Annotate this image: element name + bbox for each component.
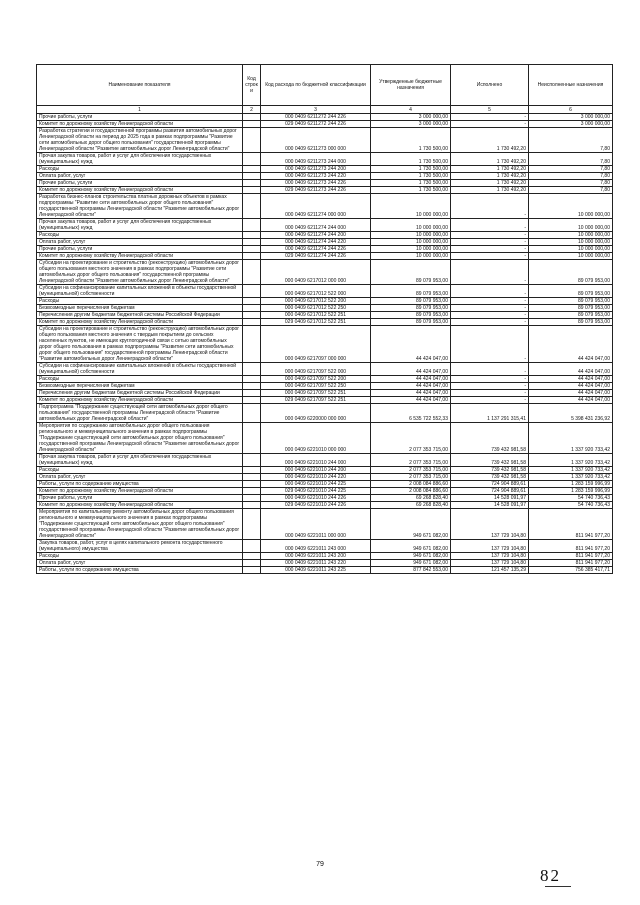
row-code-cell [243,219,261,232]
budget-code-cell: 000 0409 6217097 522 251 [261,390,371,397]
row-code-cell [243,246,261,253]
row-name-cell: Субсидии на проектирование и строительство (реконструкцию) автомобильных дорог общего пользования местного значения с твердым покрытием до сельских населенных пунктов, не имеющих круглогодичной связи с сетью автомобильных дорог общего пользования в рамках подпрограммы "Развитие сети автомобильных дорог общего пользования" государственной программы Ленинградской области "Развитие автомобильных дорог Ленинградской области" [37,326,243,363]
budget-code-cell: 000 0409 6217012 522 200 [261,298,371,305]
approved-amount-cell: 10 000 000,00 [371,253,451,260]
budget-code-cell: 029 0409 6211272 244 226 [261,121,371,128]
budget-code-cell: 000 0409 6221010 244 226 [261,495,371,502]
approved-amount-cell: 949 671 082,00 [371,540,451,553]
row-code-cell [243,567,261,574]
row-code-cell [243,153,261,166]
table-row [37,232,613,239]
row-code-cell [243,298,261,305]
row-name-cell: Субсидии на проектирование и строительство (реконструкцию) автомобильных дорог общего пользования местного значения в рамках подпрограммы "Развитие сети автомобильных дорог общего пользования" государственной программы Ленинградской области "Развитие автомобильных дорог Ленинградской области" [37,260,243,285]
row-name-cell: Прочие работы, услуги [37,495,243,502]
row-name-cell: Прочая закупка товаров, работ и услуг для обеспечения государственных (муниципальных) нужд [37,219,243,232]
approved-amount-cell: 2 077 353 715,00 [371,467,451,474]
approved-amount-cell: 10 000 000,00 [371,246,451,253]
header-budget-code: Код расхода по бюджетной классификации [261,65,371,106]
row-name-cell: Мероприятия по содержанию автомобильных дорог общего пользования регионального и межмуниципального значения в рамках подпрограммы "Поддержание существующей сети автомобильных дорог общего пользования" государственной программы Ленинградской области "Развитие автомобильных дорог Ленинградской области" [37,423,243,454]
budget-code-cell: 000 0409 6211274 244 200 [261,232,371,239]
row-name-cell: Подпрограмма "Поддержание существующей сети автомобильных дорог общего пользования" государственной программы Ленинградской области "Развитие автомобильных дорог Ленинградской области" [37,404,243,423]
unexecuted-amount-cell: 811 941 977,20 [529,509,613,540]
report-sheet [36,64,612,574]
header-name: Наименование показателя [37,65,243,106]
table-row [37,454,613,467]
unexecuted-amount-cell: 89 079 953,00 [529,298,613,305]
budget-code-cell: 000 0409 6221011 243 220 [261,560,371,567]
unexecuted-amount-cell: 89 079 953,00 [529,319,613,326]
executed-amount-cell: 724 904 889,61 [451,481,529,488]
row-name-cell: Комитет по дорожному хозяйству Ленинградской области [37,488,243,495]
unexecuted-amount-cell: 1 337 920 733,42 [529,467,613,474]
budget-code-cell: 000 0409 6217012 522 250 [261,305,371,312]
budget-code-cell: 000 0409 6217097 522 200 [261,376,371,383]
executed-amount-cell: 739 432 981,58 [451,467,529,474]
table-row [37,239,613,246]
unexecuted-amount-cell: 5 398 431 236,92 [529,404,613,423]
executed-amount-cell: 1 730 492,20 [451,128,529,153]
approved-amount-cell: 949 671 082,00 [371,509,451,540]
row-name-cell: Закупка товаров, работ, услуг в целях капитального ремонта государственного (муниципального) имущества [37,540,243,553]
row-name-cell: Мероприятия по капитальному ремонту автомобильных дорог общего пользования регионального и межмуниципального значения в рамках подпрограммы "Поддержание существующей сети автомобильных дорог общего пользования" государственной программы Ленинградской области "Развитие автомобильных дорог Ленинградской области" [37,509,243,540]
table-row [37,153,613,166]
executed-amount-cell: 1 730 492,20 [451,166,529,173]
row-code-cell [243,495,261,502]
executed-amount-cell: - [451,319,529,326]
row-code-cell [243,553,261,560]
row-code-cell [243,305,261,312]
approved-amount-cell: 6 535 722 552,33 [371,404,451,423]
header-executed: Исполнено [451,65,529,106]
executed-amount-cell: - [451,260,529,285]
approved-amount-cell: 2 077 353 715,00 [371,423,451,454]
budget-code-cell: 000 0409 6221010 244 000 [261,454,371,467]
table-row [37,488,613,495]
table-row [37,390,613,397]
executed-amount-cell: 739 432 981,58 [451,474,529,481]
column-number: 4 [371,106,451,114]
executed-amount-cell: 137 729 104,80 [451,540,529,553]
table-row [37,173,613,180]
executed-amount-cell: 1 137 291 315,41 [451,404,529,423]
budget-code-cell: 000 0409 6221011 243 200 [261,553,371,560]
executed-amount-cell: - [451,305,529,312]
row-code-cell [243,319,261,326]
row-name-cell: Расходы [37,166,243,173]
unexecuted-amount-cell: 1 337 920 733,42 [529,423,613,454]
approved-amount-cell: 44 424 047,00 [371,383,451,390]
table-row [37,376,613,383]
row-name-cell: Расходы [37,553,243,560]
executed-amount-cell: 1 730 492,20 [451,187,529,194]
unexecuted-amount-cell: 1 337 920 733,42 [529,454,613,467]
executed-amount-cell: - [451,253,529,260]
row-code-cell [243,326,261,363]
approved-amount-cell: 89 079 953,00 [371,298,451,305]
unexecuted-amount-cell: 89 079 953,00 [529,305,613,312]
executed-amount-cell: 1 730 492,20 [451,180,529,187]
table-row [37,219,613,232]
row-code-cell [243,488,261,495]
budget-code-cell: 000 0409 6217097 522 250 [261,383,371,390]
approved-amount-cell: 877 842 553,00 [371,567,451,574]
executed-amount-cell: 137 729 104,80 [451,560,529,567]
row-code-cell [243,312,261,319]
budget-code-cell: 000 0409 6221011 000 000 [261,509,371,540]
approved-amount-cell: 10 000 000,00 [371,239,451,246]
budget-code-cell: 000 0409 6211274 244 226 [261,246,371,253]
approved-amount-cell: 10 000 000,00 [371,232,451,239]
page-number: 79 [316,861,324,868]
table-header-row [37,65,613,106]
row-name-cell: Прочая закупка товаров, работ и услуг для обеспечения государственных (муниципальных) нужд [37,153,243,166]
unexecuted-amount-cell: 756 385 417,71 [529,567,613,574]
approved-amount-cell: 1 730 500,00 [371,166,451,173]
budget-code-cell: 000 0409 6211273 244 200 [261,166,371,173]
executed-amount-cell: - [451,194,529,219]
unexecuted-amount-cell: 7,80 [529,166,613,173]
approved-amount-cell: 2 077 353 715,00 [371,454,451,467]
executed-amount-cell: 137 729 104,80 [451,553,529,560]
approved-amount-cell: 1 730 500,00 [371,180,451,187]
table-row [37,540,613,553]
budget-code-cell: 029 0409 6211273 244 226 [261,187,371,194]
row-name-cell: Оплата работ, услуг [37,239,243,246]
row-name-cell: Перечисления другим бюджетам бюджетной системы Российской Федерации [37,312,243,319]
unexecuted-amount-cell: 3 000 000,00 [529,114,613,121]
table-row [37,553,613,560]
header-row-code: Код строк и [243,65,261,106]
unexecuted-amount-cell: 44 424 047,00 [529,383,613,390]
row-code-cell [243,121,261,128]
budget-code-cell: 000 0409 6221011 243 000 [261,540,371,553]
table-row [37,246,613,253]
approved-amount-cell: 10 000 000,00 [371,219,451,232]
unexecuted-amount-cell: 1 283 159 996,99 [529,488,613,495]
row-code-cell [243,173,261,180]
approved-amount-cell: 89 079 953,00 [371,285,451,298]
row-code-cell [243,187,261,194]
approved-amount-cell: 69 268 828,40 [371,495,451,502]
row-code-cell [243,239,261,246]
row-name-cell: Оплата работ, услуг [37,173,243,180]
row-name-cell: Безвозмездные перечисления бюджетам [37,305,243,312]
column-number: 5 [451,106,529,114]
row-code-cell [243,114,261,121]
table-row [37,305,613,312]
row-name-cell: Субсидии на софинансирование капитальных вложений в объекты государственной (муниципальной) собственности [37,363,243,376]
unexecuted-amount-cell: 44 424 047,00 [529,363,613,376]
unexecuted-amount-cell: 7,80 [529,153,613,166]
row-name-cell: Прочие работы, услуги [37,246,243,253]
row-code-cell [243,474,261,481]
row-name-cell: Комитет по дорожному хозяйству Ленинградской области [37,319,243,326]
row-name-cell: Работы, услуги по содержанию имущества [37,481,243,488]
approved-amount-cell: 3 000 000,00 [371,121,451,128]
stamp-underline [545,886,571,887]
row-code-cell [243,404,261,423]
table-row [37,319,613,326]
unexecuted-amount-cell: 1 337 920 733,42 [529,474,613,481]
unexecuted-amount-cell: 7,80 [529,128,613,153]
row-name-cell: Разработка бизнес-планов строительства платных дорожных объектов в рамках подпрограммы "Развитие сети автомобильных дорог общего пользования" государственной программы Ленинградской области "Развитие автомобильных дорог Ленинградской области" [37,194,243,219]
row-code-cell [243,560,261,567]
budget-code-cell: 000 0409 6211272 244 226 [261,114,371,121]
approved-amount-cell: 1 730 500,00 [371,128,451,153]
budget-code-cell: 000 0409 6211273 000 000 [261,128,371,153]
unexecuted-amount-cell: 10 000 000,00 [529,219,613,232]
budget-code-cell: 000 0409 6211274 244 000 [261,219,371,232]
executed-amount-cell: - [451,121,529,128]
approved-amount-cell: 69 268 828,40 [371,502,451,509]
row-code-cell [243,454,261,467]
unexecuted-amount-cell: 811 941 977,20 [529,560,613,567]
unexecuted-amount-cell: 44 424 047,00 [529,397,613,404]
table-row [37,502,613,509]
approved-amount-cell: 89 079 953,00 [371,319,451,326]
approved-amount-cell: 10 000 000,00 [371,194,451,219]
unexecuted-amount-cell: 10 000 000,00 [529,253,613,260]
approved-amount-cell: 44 424 047,00 [371,390,451,397]
row-code-cell [243,502,261,509]
budget-code-cell: 000 0409 6217097 522 000 [261,363,371,376]
table-row [37,495,613,502]
row-code-cell [243,253,261,260]
table-row [37,166,613,173]
row-name-cell: Комитет по дорожному хозяйству Ленинградской области [37,397,243,404]
approved-amount-cell: 1 730 500,00 [371,173,451,180]
executed-amount-cell: 14 528 091,97 [451,495,529,502]
row-code-cell [243,260,261,285]
handwritten-page-stamp: 82 [540,866,561,885]
table-row [37,298,613,305]
row-name-cell: Расходы [37,298,243,305]
unexecuted-amount-cell: 811 941 977,20 [529,553,613,560]
executed-amount-cell: 1 730 492,20 [451,173,529,180]
row-name-cell: Безвозмездные перечисления бюджетам [37,383,243,390]
unexecuted-amount-cell: 10 000 000,00 [529,194,613,219]
unexecuted-amount-cell: 44 424 047,00 [529,390,613,397]
budget-code-cell: 000 0409 6217097 000 000 [261,326,371,363]
unexecuted-amount-cell: 3 000 000,00 [529,121,613,128]
row-code-cell [243,540,261,553]
row-code-cell [243,397,261,404]
row-code-cell [243,383,261,390]
table-row [37,312,613,319]
approved-amount-cell: 89 079 953,00 [371,312,451,319]
table-row [37,423,613,454]
executed-amount-cell: - [451,390,529,397]
executed-amount-cell: - [451,397,529,404]
row-name-cell: Комитет по дорожному хозяйству Ленинградской области [37,121,243,128]
executed-amount-cell: - [451,239,529,246]
budget-code-cell: 000 0409 6211273 244 220 [261,173,371,180]
row-name-cell: Прочие работы, услуги [37,180,243,187]
executed-amount-cell: - [451,312,529,319]
approved-amount-cell: 44 424 047,00 [371,326,451,363]
executed-amount-cell: - [451,363,529,376]
row-name-cell: Оплата работ, услуг [37,560,243,567]
unexecuted-amount-cell: 54 740 736,43 [529,502,613,509]
table-row [37,567,613,574]
row-name-cell: Прочая закупка товаров, работ и услуг для обеспечения государственных (муниципальных) нужд [37,454,243,467]
budget-code-cell: 000 0409 6211273 244 226 [261,180,371,187]
row-name-cell: Комитет по дорожному хозяйству Ленинградской области [37,502,243,509]
column-number: 2 [243,106,261,114]
table-row [37,260,613,285]
table-row [37,560,613,567]
table-row [37,180,613,187]
approved-amount-cell: 1 730 500,00 [371,187,451,194]
column-number: 1 [37,106,243,114]
budget-code-cell: 000 0409 6211274 000 000 [261,194,371,219]
row-name-cell: Прочие работы, услуги [37,114,243,121]
row-name-cell: Расходы [37,467,243,474]
budget-code-cell: 000 0409 6217012 000 000 [261,260,371,285]
unexecuted-amount-cell: 44 424 047,00 [529,326,613,363]
unexecuted-amount-cell: 811 941 977,20 [529,540,613,553]
row-code-cell [243,166,261,173]
budget-code-cell: 000 0409 6211274 244 220 [261,239,371,246]
row-code-cell [243,376,261,383]
unexecuted-amount-cell: 89 079 953,00 [529,260,613,285]
table-row [37,474,613,481]
table-row [37,467,613,474]
executed-amount-cell: - [451,298,529,305]
row-name-cell: Расходы [37,232,243,239]
approved-amount-cell: 89 079 953,00 [371,305,451,312]
budget-code-cell: 000 0409 6211273 244 000 [261,153,371,166]
row-code-cell [243,363,261,376]
row-code-cell [243,481,261,488]
table-row [37,187,613,194]
unexecuted-amount-cell: 1 283 159 996,99 [529,481,613,488]
unexecuted-amount-cell: 7,80 [529,187,613,194]
approved-amount-cell: 1 730 500,00 [371,153,451,166]
row-code-cell [243,180,261,187]
budget-execution-table [36,64,613,574]
unexecuted-amount-cell: 10 000 000,00 [529,239,613,246]
column-number: 3 [261,106,371,114]
approved-amount-cell: 89 079 953,00 [371,260,451,285]
executed-amount-cell: - [451,246,529,253]
approved-amount-cell: 44 424 047,00 [371,397,451,404]
column-number-row [37,106,613,114]
row-code-cell [243,423,261,454]
approved-amount-cell: 949 671 082,00 [371,553,451,560]
row-name-cell: Комитет по дорожному хозяйству Ленинградской области [37,187,243,194]
executed-amount-cell: 14 528 091,97 [451,502,529,509]
table-row [37,481,613,488]
row-name-cell: Разработка стратегии и государственной программы развития автомобильных дорог Ленинградской области на период до 2025 года в рамках подпрограммы "Развитие сети автомобильных дорог общего пользования" государственной программы Ленинградской области "Развитие автомобильных дорог Ленинградской области" [37,128,243,153]
table-row [37,363,613,376]
table-row [37,194,613,219]
executed-amount-cell: - [451,232,529,239]
approved-amount-cell: 2 008 084 886,60 [371,488,451,495]
executed-amount-cell: - [451,285,529,298]
approved-amount-cell: 44 424 047,00 [371,376,451,383]
table-row [37,285,613,298]
budget-code-cell: 029 0409 6217012 522 251 [261,319,371,326]
budget-code-cell: 000 0409 6221010 244 200 [261,467,371,474]
approved-amount-cell: 44 424 047,00 [371,363,451,376]
table-row [37,114,613,121]
budget-code-cell: 029 0409 6221010 244 225 [261,488,371,495]
executed-amount-cell: - [451,326,529,363]
budget-code-cell: 000 0409 6217012 522 000 [261,285,371,298]
row-name-cell: Перечисления другим бюджетам бюджетной системы Российской Федерации [37,390,243,397]
budget-code-cell: 000 0409 6220000 000 000 [261,404,371,423]
unexecuted-amount-cell: 10 000 000,00 [529,232,613,239]
header-approved: Утвержденные бюджетные назначения [371,65,451,106]
row-code-cell [243,390,261,397]
budget-code-cell: 029 0409 6221010 244 226 [261,502,371,509]
row-name-cell: Субсидии на софинансирование капитальных вложений в объекты государственной (муниципальной) собственности [37,285,243,298]
unexecuted-amount-cell: 89 079 953,00 [529,285,613,298]
unexecuted-amount-cell: 10 000 000,00 [529,246,613,253]
table-row [37,326,613,363]
approved-amount-cell: 949 671 082,00 [371,560,451,567]
approved-amount-cell: 2 008 084 886,60 [371,481,451,488]
budget-code-cell: 000 0409 6221010 244 220 [261,474,371,481]
budget-code-cell: 000 0409 6221011 243 225 [261,567,371,574]
table-row [37,509,613,540]
budget-code-cell: 000 0409 6217012 522 251 [261,312,371,319]
executed-amount-cell: 1 730 492,20 [451,153,529,166]
executed-amount-cell: - [451,219,529,232]
table-row [37,404,613,423]
table-row [37,383,613,390]
budget-code-cell: 029 0409 6217097 522 251 [261,397,371,404]
budget-code-cell: 029 0409 6211274 244 226 [261,253,371,260]
row-code-cell [243,467,261,474]
executed-amount-cell: 739 432 981,58 [451,454,529,467]
executed-amount-cell: - [451,376,529,383]
executed-amount-cell: 739 432 981,58 [451,423,529,454]
executed-amount-cell: 724 904 889,61 [451,488,529,495]
budget-code-cell: 000 0409 6221010 000 000 [261,423,371,454]
unexecuted-amount-cell: 89 079 953,00 [529,312,613,319]
row-code-cell [243,232,261,239]
unexecuted-amount-cell: 7,80 [529,180,613,187]
budget-code-cell: 000 0409 6221010 244 225 [261,481,371,488]
executed-amount-cell: 137 729 104,80 [451,509,529,540]
executed-amount-cell: 121 457 135,29 [451,567,529,574]
executed-amount-cell: - [451,114,529,121]
unexecuted-amount-cell: 54 740 736,43 [529,495,613,502]
unexecuted-amount-cell: 44 424 047,00 [529,376,613,383]
row-name-cell: Комитет по дорожному хозяйству Ленинградской области [37,253,243,260]
row-code-cell [243,285,261,298]
row-code-cell [243,194,261,219]
table-row [37,128,613,153]
header-unexecuted: Неисполненные назначения [529,65,613,106]
row-name-cell: Расходы [37,376,243,383]
table-row [37,253,613,260]
row-code-cell [243,128,261,153]
approved-amount-cell: 2 077 353 715,00 [371,474,451,481]
row-name-cell: Работы, услуги по содержанию имущества [37,567,243,574]
table-row [37,121,613,128]
column-number: 6 [529,106,613,114]
row-name-cell: Оплата работ, услуг [37,474,243,481]
unexecuted-amount-cell: 7,80 [529,173,613,180]
table-row [37,397,613,404]
row-code-cell [243,509,261,540]
executed-amount-cell: - [451,383,529,390]
approved-amount-cell: 3 000 000,00 [371,114,451,121]
